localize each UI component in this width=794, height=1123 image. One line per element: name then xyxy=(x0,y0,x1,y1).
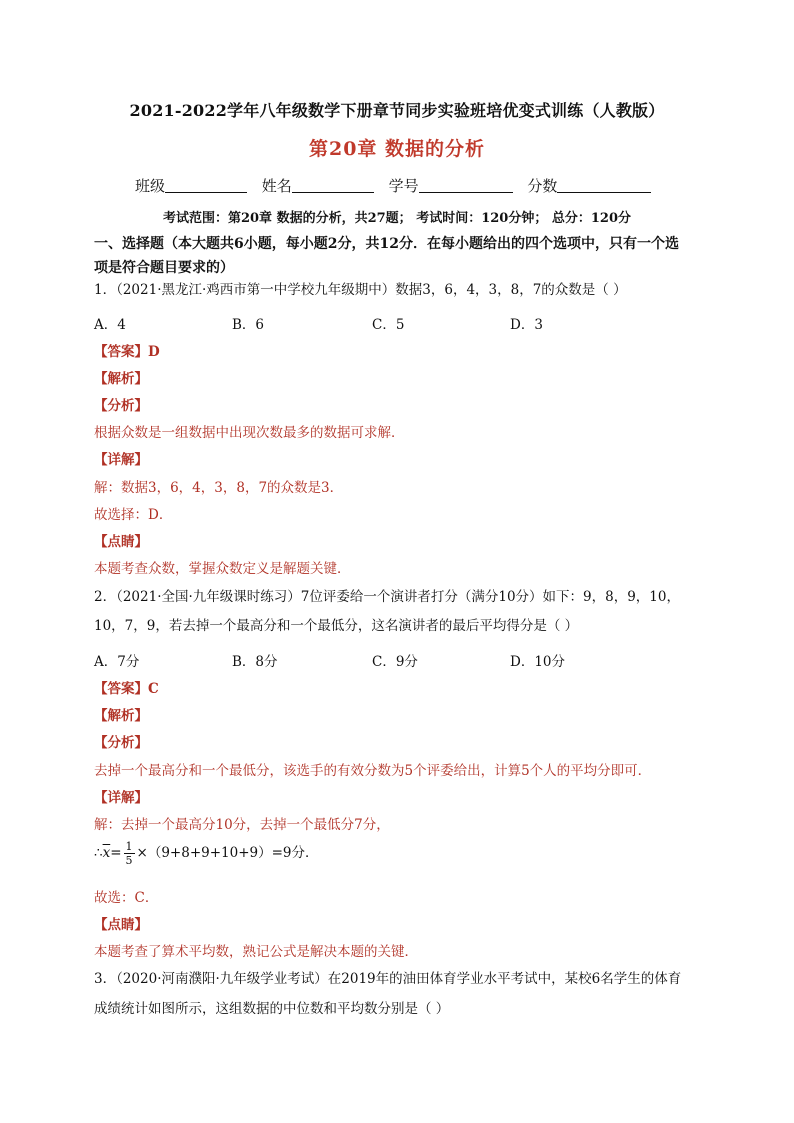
class-blank xyxy=(165,178,247,193)
student-info-line xyxy=(135,175,651,196)
q1-dianjing-tag: 【点睛】 xyxy=(94,534,148,550)
q2-dianjing: 本题考查了算术平均数，熟记公式是解决本题的关键． xyxy=(94,944,418,960)
q3-stem-line1: 3．（2020·河南濮阳·九年级学业考试）在2019年的油田体育学业水平考试中，某校6名学生的体育 xyxy=(94,971,682,987)
q2-fenxi: 去掉一个最高分和一个最低分，该选手的有效分数为5个评委给出，计算5个人的平均分即可． xyxy=(94,763,652,779)
name-label: 姓名 xyxy=(261,177,292,195)
score-label: 分数 xyxy=(527,177,558,195)
q1-option-a: A．4 xyxy=(94,317,126,333)
q2-fenxi-tag: 【分析】 xyxy=(94,735,148,751)
document-title: 2021-2022学年八年级数学下册章节同步实验班培优变式训练（人教版） xyxy=(129,101,665,120)
q2-xiangjie-2: 故选：C． xyxy=(94,890,159,906)
q1-option-b: B．6 xyxy=(232,317,265,333)
q1-option-d: D．3 xyxy=(510,317,543,333)
q2-dianjing-tag: 【点睛】 xyxy=(94,917,148,933)
q1-analysis-tag: 【解析】 xyxy=(94,371,148,387)
q2-analysis-tag: 【解析】 xyxy=(94,708,148,724)
q2-option-b: B．8分 xyxy=(232,654,278,670)
q3-stem-line2: 成绩统计如图所示，这组数据的中位数和平均数分别是（ ） xyxy=(94,1001,450,1017)
fraction xyxy=(124,840,135,867)
chapter-title: 第20章 数据的分析 xyxy=(308,138,486,160)
q1-option-c: C．5 xyxy=(372,317,405,333)
score-blank xyxy=(557,178,651,193)
fraction-denominator: 5 xyxy=(125,854,133,867)
q2-answer: 【答案】C xyxy=(94,681,159,697)
section-heading-line1: 一、选择题（本大题共6小题，每小题2分，共12分．在每小题给出的四个选项中，只有一个选 xyxy=(94,236,679,252)
q1-fenxi: 根据众数是一组数据中出现次数最多的数据可求解． xyxy=(94,425,405,441)
equals-sign: = xyxy=(110,845,122,861)
exam-scope: 考试范围：第20章 数据的分析，共27题； 考试时间：120分钟； 总分：120分 xyxy=(162,211,632,226)
q2-formula xyxy=(94,840,319,867)
q2-option-d: D．10分 xyxy=(510,654,566,670)
class-label: 班级 xyxy=(135,177,166,195)
q1-stem: 1．（2021·黑龙江·鸡西市第一中学校九年级期中）数据3，6，4，3，8，7的众数是（ ） xyxy=(94,282,627,298)
mean-variable: $\overline{x}$ xyxy=(102,845,111,861)
q2-xiangjie-tag: 【详解】 xyxy=(94,790,148,806)
q2-stem-line1: 2．（2021·全国·九年级课时练习）7位评委给一个演讲者打分（满分10分）如下：9，8，9，10， xyxy=(94,589,680,605)
q2-option-a: A．7分 xyxy=(94,654,140,670)
q1-xiangjie-tag: 【详解】 xyxy=(94,452,148,468)
q2-stem-line2: 10，7，9，若去掉一个最高分和一个最低分，这名演讲者的最后平均得分是（ ） xyxy=(94,618,579,634)
section-heading-line2: 项是符合题目要求的） xyxy=(94,260,234,276)
name-blank xyxy=(292,178,374,193)
q1-dianjing: 本题考查众数，掌握众数定义是解题关键． xyxy=(94,561,351,577)
q2-option-c: C．9分 xyxy=(372,654,418,670)
id-label: 学号 xyxy=(388,177,419,195)
section-heading xyxy=(94,232,714,280)
id-blank xyxy=(419,178,513,193)
q1-fenxi-tag: 【分析】 xyxy=(94,398,148,414)
fraction-numerator: 1 xyxy=(125,840,133,853)
q1-answer: 【答案】D xyxy=(94,344,160,360)
q2-xiangjie-1: 解：去掉一个最高分10分，去掉一个最低分7分， xyxy=(94,817,390,833)
therefore-symbol: ∴ xyxy=(94,845,103,861)
formula-rest: ×（9+8+9+10+9）=9分． xyxy=(136,845,319,861)
q1-xiangjie-1: 解：数据3，6，4，3，8，7的众数是3． xyxy=(94,480,344,496)
q1-xiangjie-2: 故选择：D． xyxy=(94,507,173,523)
